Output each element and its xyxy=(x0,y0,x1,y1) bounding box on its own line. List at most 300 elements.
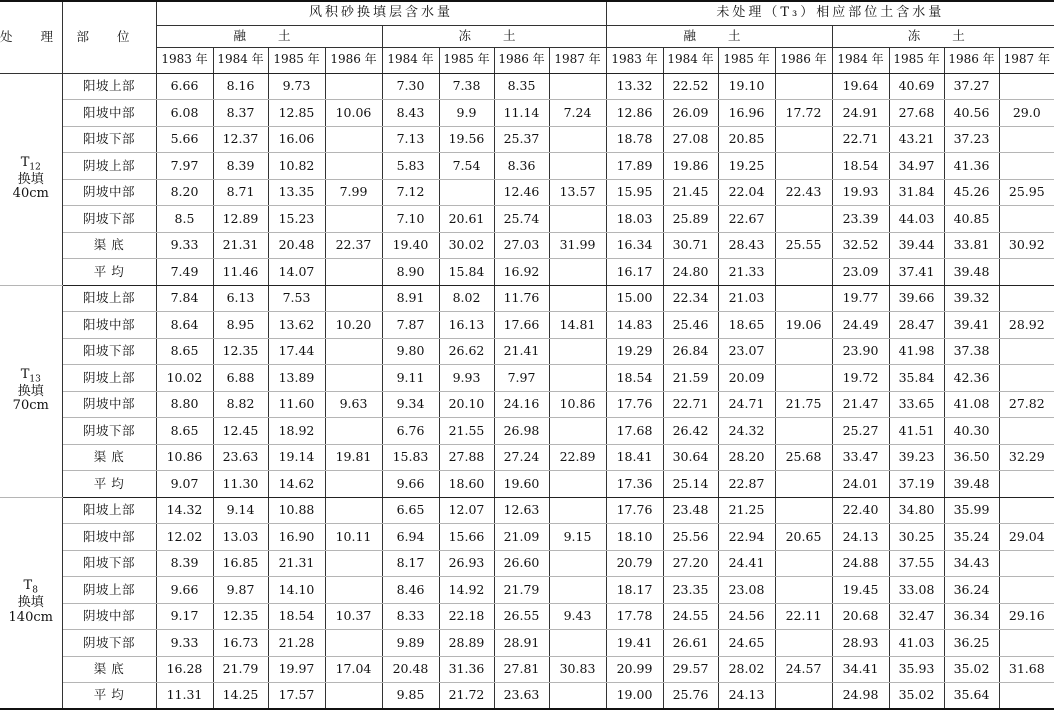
moisture-value-cell: 26.62 xyxy=(439,338,494,365)
treatment-code-main: T xyxy=(20,366,30,382)
row-position-label: 阳坡中部 xyxy=(62,100,156,127)
moisture-value-cell xyxy=(325,365,382,392)
moisture-value-cell: 17.78 xyxy=(606,603,663,630)
moisture-value-cell xyxy=(549,259,606,286)
moisture-value-cell xyxy=(775,126,832,153)
moisture-value-cell: 28.91 xyxy=(494,630,549,657)
row-position-label: 平 均 xyxy=(62,471,156,498)
moisture-value-cell xyxy=(999,418,1054,445)
moisture-value-cell: 27.08 xyxy=(663,126,718,153)
moisture-value-cell: 31.84 xyxy=(889,179,944,206)
moisture-value-cell: 27.03 xyxy=(494,232,549,259)
moisture-value-cell: 34.80 xyxy=(889,497,944,524)
moisture-value-cell: 8.64 xyxy=(156,312,213,339)
moisture-value-cell: 6.88 xyxy=(213,365,268,392)
moisture-value-cell: 12.02 xyxy=(156,524,213,551)
moisture-value-cell: 11.31 xyxy=(156,683,213,710)
moisture-value-cell: 7.84 xyxy=(156,285,213,312)
moisture-value-cell: 10.06 xyxy=(325,100,382,127)
moisture-value-cell: 24.88 xyxy=(832,550,889,577)
moisture-value-cell: 21.55 xyxy=(439,418,494,445)
moisture-value-cell xyxy=(549,73,606,100)
moisture-value-cell: 28.02 xyxy=(718,656,775,683)
moisture-value-cell xyxy=(549,285,606,312)
moisture-value-cell: 12.86 xyxy=(606,100,663,127)
moisture-value-cell: 12.85 xyxy=(268,100,325,127)
moisture-value-cell: 20.48 xyxy=(382,656,439,683)
moisture-value-cell: 26.84 xyxy=(663,338,718,365)
moisture-value-cell: 28.47 xyxy=(889,312,944,339)
moisture-value-cell: 7.54 xyxy=(439,153,494,180)
moisture-value-cell: 17.89 xyxy=(606,153,663,180)
moisture-value-cell xyxy=(775,471,832,498)
moisture-value-cell: 25.76 xyxy=(663,683,718,710)
year-header: 1985 年 xyxy=(268,47,325,73)
moisture-value-cell: 24.41 xyxy=(718,550,775,577)
moisture-value-cell: 21.41 xyxy=(494,338,549,365)
row-position-label: 阴坡中部 xyxy=(62,179,156,206)
treatment-method: 换填 xyxy=(17,171,44,187)
moisture-value-cell xyxy=(549,550,606,577)
moisture-value-cell: 9.14 xyxy=(213,497,268,524)
row-position-label: 阴坡下部 xyxy=(62,630,156,657)
treatment-code xyxy=(0,579,62,596)
moisture-value-cell: 26.98 xyxy=(494,418,549,445)
treatment-depth: 40cm xyxy=(12,186,49,202)
treatment-code-main: T xyxy=(20,154,30,170)
moisture-value-cell: 8.80 xyxy=(156,391,213,418)
moisture-value-cell: 22.34 xyxy=(663,285,718,312)
moisture-value-cell: 21.31 xyxy=(268,550,325,577)
moisture-value-cell: 34.41 xyxy=(832,656,889,683)
moisture-value-cell: 14.10 xyxy=(268,577,325,604)
row-position-label: 平 均 xyxy=(62,259,156,286)
moisture-value-cell: 25.55 xyxy=(775,232,832,259)
row-position-label: 阴坡下部 xyxy=(62,418,156,445)
year-header: 1986 年 xyxy=(494,47,549,73)
moisture-value-cell: 19.10 xyxy=(718,73,775,100)
table-row xyxy=(0,232,1054,259)
moisture-value-cell: 27.68 xyxy=(889,100,944,127)
moisture-value-cell: 21.31 xyxy=(213,232,268,259)
moisture-value-cell: 12.35 xyxy=(213,338,268,365)
moisture-value-cell: 9.93 xyxy=(439,365,494,392)
moisture-value-cell: 8.65 xyxy=(156,418,213,445)
moisture-value-cell: 31.99 xyxy=(549,232,606,259)
moisture-value-cell: 37.55 xyxy=(889,550,944,577)
row-position-label: 阴坡上部 xyxy=(62,153,156,180)
moisture-value-cell: 12.89 xyxy=(213,206,268,233)
moisture-value-cell: 27.81 xyxy=(494,656,549,683)
moisture-value-cell xyxy=(325,153,382,180)
moisture-value-cell: 16.28 xyxy=(156,656,213,683)
moisture-value-cell: 21.79 xyxy=(213,656,268,683)
moisture-value-cell: 35.64 xyxy=(944,683,999,710)
treatment-group-label xyxy=(0,497,62,709)
moisture-value-cell: 18.78 xyxy=(606,126,663,153)
moisture-value-cell: 11.60 xyxy=(268,391,325,418)
moisture-value-cell: 19.06 xyxy=(775,312,832,339)
moisture-value-cell: 17.66 xyxy=(494,312,549,339)
moisture-value-cell xyxy=(549,630,606,657)
row-position-label: 阴坡中部 xyxy=(62,603,156,630)
moisture-value-cell: 10.11 xyxy=(325,524,382,551)
moisture-value-cell: 26.09 xyxy=(663,100,718,127)
treatment-code-subscript: 8 xyxy=(32,585,38,596)
moisture-value-cell xyxy=(549,206,606,233)
moisture-value-cell: 7.13 xyxy=(382,126,439,153)
moisture-value-cell: 42.36 xyxy=(944,365,999,392)
moisture-value-cell: 22.11 xyxy=(775,603,832,630)
moisture-value-cell: 23.90 xyxy=(832,338,889,365)
moisture-value-cell: 8.65 xyxy=(156,338,213,365)
moisture-value-cell: 14.07 xyxy=(268,259,325,286)
moisture-value-cell: 30.64 xyxy=(663,444,718,471)
moisture-value-cell: 31.36 xyxy=(439,656,494,683)
treatment-group-label xyxy=(0,73,62,285)
moisture-value-cell: 30.25 xyxy=(889,524,944,551)
moisture-value-cell: 9.87 xyxy=(213,577,268,604)
moisture-value-cell: 17.76 xyxy=(606,391,663,418)
moisture-value-cell: 21.25 xyxy=(718,497,775,524)
moisture-value-cell: 41.36 xyxy=(944,153,999,180)
moisture-value-cell: 40.56 xyxy=(944,100,999,127)
table-row xyxy=(0,259,1054,286)
moisture-value-cell: 18.17 xyxy=(606,577,663,604)
moisture-value-cell: 5.66 xyxy=(156,126,213,153)
moisture-value-cell: 37.23 xyxy=(944,126,999,153)
moisture-value-cell xyxy=(999,338,1054,365)
moisture-value-cell: 16.85 xyxy=(213,550,268,577)
row-position-label: 阳坡中部 xyxy=(62,312,156,339)
treatment-code-subscript: 13 xyxy=(29,374,41,385)
moisture-value-cell: 35.99 xyxy=(944,497,999,524)
moisture-value-cell: 10.02 xyxy=(156,365,213,392)
moisture-value-cell: 28.20 xyxy=(718,444,775,471)
moisture-value-cell: 21.33 xyxy=(718,259,775,286)
row-position-label: 阳坡上部 xyxy=(62,285,156,312)
moisture-value-cell xyxy=(325,206,382,233)
treatment-group-label xyxy=(0,285,62,497)
table-row xyxy=(0,338,1054,365)
moisture-value-cell: 7.30 xyxy=(382,73,439,100)
moisture-value-cell xyxy=(325,497,382,524)
moisture-value-cell: 19.25 xyxy=(718,153,775,180)
moisture-value-cell: 8.90 xyxy=(382,259,439,286)
moisture-value-cell: 21.47 xyxy=(832,391,889,418)
moisture-value-cell: 8.36 xyxy=(494,153,549,180)
moisture-value-cell: 24.01 xyxy=(832,471,889,498)
moisture-value-cell: 24.71 xyxy=(718,391,775,418)
moisture-value-cell: 8.33 xyxy=(382,603,439,630)
moisture-value-cell: 24.80 xyxy=(663,259,718,286)
moisture-value-cell xyxy=(549,577,606,604)
moisture-value-cell: 5.83 xyxy=(382,153,439,180)
year-header: 1986 年 xyxy=(775,47,832,73)
moisture-value-cell: 9.66 xyxy=(382,471,439,498)
moisture-value-cell: 7.12 xyxy=(382,179,439,206)
moisture-value-cell: 21.75 xyxy=(775,391,832,418)
moisture-value-cell: 16.06 xyxy=(268,126,325,153)
moisture-value-cell xyxy=(775,418,832,445)
year-header: 1985 年 xyxy=(889,47,944,73)
moisture-value-cell: 28.43 xyxy=(718,232,775,259)
moisture-value-cell: 28.93 xyxy=(832,630,889,657)
moisture-value-cell: 11.46 xyxy=(213,259,268,286)
row-position-label: 阳坡上部 xyxy=(62,497,156,524)
moisture-value-cell: 8.82 xyxy=(213,391,268,418)
moisture-value-cell: 7.49 xyxy=(156,259,213,286)
moisture-value-cell xyxy=(549,153,606,180)
moisture-value-cell: 15.84 xyxy=(439,259,494,286)
moisture-value-cell: 36.34 xyxy=(944,603,999,630)
moisture-value-cell: 36.25 xyxy=(944,630,999,657)
moisture-value-cell: 6.65 xyxy=(382,497,439,524)
moisture-value-cell: 8.95 xyxy=(213,312,268,339)
moisture-value-cell: 20.48 xyxy=(268,232,325,259)
moisture-value-cell: 24.98 xyxy=(832,683,889,710)
moisture-value-cell: 17.57 xyxy=(268,683,325,710)
moisture-value-cell: 19.29 xyxy=(606,338,663,365)
moisture-value-cell: 33.47 xyxy=(832,444,889,471)
moisture-value-cell: 19.00 xyxy=(606,683,663,710)
moisture-value-cell: 9.33 xyxy=(156,232,213,259)
moisture-value-cell: 6.76 xyxy=(382,418,439,445)
year-header: 1983 年 xyxy=(606,47,663,73)
moisture-value-cell: 25.74 xyxy=(494,206,549,233)
moisture-value-cell: 13.57 xyxy=(549,179,606,206)
moisture-value-cell: 10.37 xyxy=(325,603,382,630)
header-a-thaw: 融 土 xyxy=(156,25,382,47)
moisture-value-cell: 20.68 xyxy=(832,603,889,630)
moisture-value-cell: 25.95 xyxy=(999,179,1054,206)
moisture-value-cell: 40.30 xyxy=(944,418,999,445)
moisture-value-cell: 16.96 xyxy=(718,100,775,127)
moisture-value-cell: 9.80 xyxy=(382,338,439,365)
moisture-value-cell: 25.14 xyxy=(663,471,718,498)
moisture-value-cell: 14.25 xyxy=(213,683,268,710)
moisture-value-cell: 8.5 xyxy=(156,206,213,233)
year-header: 1984 年 xyxy=(832,47,889,73)
moisture-value-cell: 18.92 xyxy=(268,418,325,445)
moisture-value-cell: 39.48 xyxy=(944,471,999,498)
moisture-value-cell xyxy=(999,285,1054,312)
moisture-value-cell: 19.93 xyxy=(832,179,889,206)
moisture-value-cell: 7.53 xyxy=(268,285,325,312)
moisture-value-cell xyxy=(999,471,1054,498)
moisture-value-cell: 24.56 xyxy=(718,603,775,630)
moisture-value-cell xyxy=(999,497,1054,524)
moisture-value-cell: 9.89 xyxy=(382,630,439,657)
moisture-value-cell: 25.37 xyxy=(494,126,549,153)
moisture-value-cell xyxy=(325,471,382,498)
moisture-value-cell: 17.76 xyxy=(606,497,663,524)
table-row xyxy=(0,656,1054,683)
moisture-value-cell: 19.14 xyxy=(268,444,325,471)
moisture-value-cell: 15.83 xyxy=(382,444,439,471)
moisture-value-cell xyxy=(775,285,832,312)
table-row xyxy=(0,73,1054,100)
moisture-value-cell: 9.73 xyxy=(268,73,325,100)
moisture-value-cell: 23.35 xyxy=(663,577,718,604)
moisture-value-cell: 12.45 xyxy=(213,418,268,445)
moisture-value-cell xyxy=(549,471,606,498)
moisture-value-cell xyxy=(775,683,832,710)
year-header: 1983 年 xyxy=(156,47,213,73)
treatment-code xyxy=(0,368,62,385)
moisture-value-cell: 31.68 xyxy=(999,656,1054,683)
moisture-value-cell: 39.66 xyxy=(889,285,944,312)
header-a-frozen: 冻 土 xyxy=(382,25,606,47)
moisture-value-cell xyxy=(325,630,382,657)
moisture-value-cell: 22.04 xyxy=(718,179,775,206)
moisture-value-cell: 8.35 xyxy=(494,73,549,100)
year-header: 1987 年 xyxy=(549,47,606,73)
moisture-value-cell xyxy=(439,179,494,206)
moisture-value-cell: 22.67 xyxy=(718,206,775,233)
year-header: 1986 年 xyxy=(944,47,999,73)
moisture-value-cell: 10.82 xyxy=(268,153,325,180)
moisture-value-cell xyxy=(325,259,382,286)
moisture-value-cell: 12.07 xyxy=(439,497,494,524)
moisture-value-cell: 27.88 xyxy=(439,444,494,471)
moisture-value-cell: 29.57 xyxy=(663,656,718,683)
moisture-value-cell: 8.46 xyxy=(382,577,439,604)
moisture-value-cell: 18.03 xyxy=(606,206,663,233)
moisture-value-cell: 8.17 xyxy=(382,550,439,577)
moisture-value-cell: 14.92 xyxy=(439,577,494,604)
moisture-value-cell: 35.02 xyxy=(944,656,999,683)
moisture-value-cell: 7.97 xyxy=(156,153,213,180)
moisture-value-cell: 29.0 xyxy=(999,100,1054,127)
moisture-value-cell: 10.86 xyxy=(549,391,606,418)
moisture-value-cell: 8.39 xyxy=(156,550,213,577)
moisture-value-cell: 12.35 xyxy=(213,603,268,630)
moisture-value-cell: 8.43 xyxy=(382,100,439,127)
moisture-value-cell xyxy=(325,126,382,153)
moisture-value-cell: 25.27 xyxy=(832,418,889,445)
moisture-value-cell: 7.38 xyxy=(439,73,494,100)
moisture-value-cell: 21.28 xyxy=(268,630,325,657)
moisture-value-cell: 23.07 xyxy=(718,338,775,365)
moisture-value-cell: 36.50 xyxy=(944,444,999,471)
moisture-value-cell: 39.41 xyxy=(944,312,999,339)
moisture-value-cell xyxy=(325,285,382,312)
moisture-value-cell: 19.72 xyxy=(832,365,889,392)
moisture-value-cell: 18.10 xyxy=(606,524,663,551)
moisture-value-cell xyxy=(549,338,606,365)
moisture-value-cell xyxy=(775,630,832,657)
table-row xyxy=(0,471,1054,498)
moisture-value-cell: 20.61 xyxy=(439,206,494,233)
moisture-value-cell: 24.16 xyxy=(494,391,549,418)
moisture-value-cell xyxy=(775,153,832,180)
moisture-value-cell xyxy=(775,577,832,604)
moisture-value-cell: 26.42 xyxy=(663,418,718,445)
moisture-value-cell: 30.92 xyxy=(999,232,1054,259)
moisture-value-cell: 37.41 xyxy=(889,259,944,286)
treatment-depth: 140cm xyxy=(8,610,53,626)
moisture-value-cell: 7.10 xyxy=(382,206,439,233)
moisture-value-cell: 43.21 xyxy=(889,126,944,153)
moisture-value-cell: 24.13 xyxy=(718,683,775,710)
moisture-value-cell: 16.92 xyxy=(494,259,549,286)
moisture-value-cell: 30.83 xyxy=(549,656,606,683)
year-header: 1984 年 xyxy=(213,47,268,73)
moisture-value-cell: 15.23 xyxy=(268,206,325,233)
treatment-code-subscript: 12 xyxy=(29,162,41,173)
moisture-value-cell: 9.9 xyxy=(439,100,494,127)
moisture-value-cell: 26.55 xyxy=(494,603,549,630)
moisture-value-cell: 22.52 xyxy=(663,73,718,100)
moisture-value-cell: 23.63 xyxy=(494,683,549,710)
moisture-value-cell xyxy=(999,577,1054,604)
moisture-value-cell: 18.54 xyxy=(832,153,889,180)
moisture-value-cell: 18.54 xyxy=(268,603,325,630)
moisture-value-cell: 15.66 xyxy=(439,524,494,551)
year-header: 1985 年 xyxy=(718,47,775,73)
moisture-value-cell: 25.56 xyxy=(663,524,718,551)
table-row xyxy=(0,285,1054,312)
moisture-value-cell: 8.71 xyxy=(213,179,268,206)
moisture-value-cell: 6.94 xyxy=(382,524,439,551)
moisture-value-cell xyxy=(325,338,382,365)
moisture-value-cell xyxy=(999,73,1054,100)
header-b-thaw: 融 土 xyxy=(606,25,832,47)
moisture-value-cell: 23.39 xyxy=(832,206,889,233)
moisture-value-cell: 18.41 xyxy=(606,444,663,471)
table-row xyxy=(0,603,1054,630)
row-position-label: 渠 底 xyxy=(62,232,156,259)
table-row xyxy=(0,497,1054,524)
moisture-value-cell: 26.61 xyxy=(663,630,718,657)
moisture-value-cell xyxy=(999,550,1054,577)
moisture-value-cell: 19.41 xyxy=(606,630,663,657)
row-position-label: 阴坡中部 xyxy=(62,391,156,418)
moisture-value-cell: 21.09 xyxy=(494,524,549,551)
moisture-value-cell: 41.51 xyxy=(889,418,944,445)
moisture-value-cell: 11.30 xyxy=(213,471,268,498)
year-header: 1987 年 xyxy=(999,47,1054,73)
row-position-label: 阴坡下部 xyxy=(62,206,156,233)
moisture-value-cell: 8.16 xyxy=(213,73,268,100)
moisture-value-cell: 20.79 xyxy=(606,550,663,577)
moisture-value-cell: 19.45 xyxy=(832,577,889,604)
moisture-value-cell: 37.19 xyxy=(889,471,944,498)
moisture-value-cell: 26.60 xyxy=(494,550,549,577)
treatment-method: 换填 xyxy=(17,383,44,399)
moisture-value-cell: 24.65 xyxy=(718,630,775,657)
moisture-value-cell xyxy=(549,365,606,392)
table-row xyxy=(0,206,1054,233)
moisture-value-cell: 33.81 xyxy=(944,232,999,259)
moisture-value-cell: 25.68 xyxy=(775,444,832,471)
moisture-value-cell: 9.07 xyxy=(156,471,213,498)
moisture-value-cell: 35.24 xyxy=(944,524,999,551)
moisture-value-cell: 14.32 xyxy=(156,497,213,524)
moisture-value-cell: 35.84 xyxy=(889,365,944,392)
year-header: 1984 年 xyxy=(382,47,439,73)
moisture-value-cell: 18.60 xyxy=(439,471,494,498)
table-row xyxy=(0,365,1054,392)
moisture-value-cell: 22.37 xyxy=(325,232,382,259)
treatment-code-main: T xyxy=(23,578,33,594)
moisture-value-cell: 37.38 xyxy=(944,338,999,365)
moisture-value-cell: 36.24 xyxy=(944,577,999,604)
moisture-value-cell: 7.24 xyxy=(549,100,606,127)
moisture-value-cell: 6.13 xyxy=(213,285,268,312)
moisture-value-cell xyxy=(999,630,1054,657)
